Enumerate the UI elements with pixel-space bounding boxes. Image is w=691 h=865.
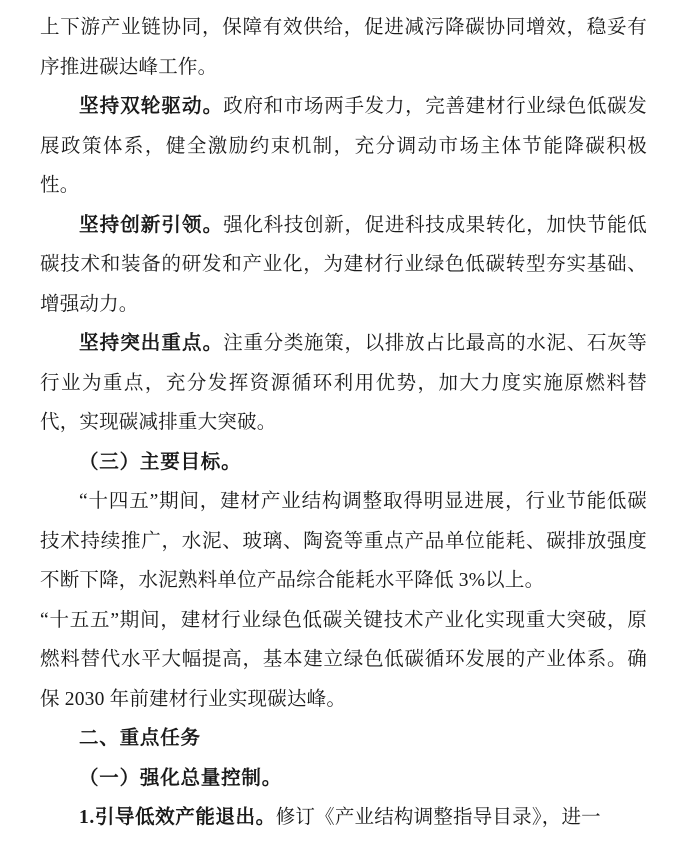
paragraph-lead: 坚持双轮驱动。	[79, 96, 224, 117]
heading-text: （一）强化总量控制。	[79, 767, 283, 789]
paragraph-text: 修订《产业结构调整指导目录》，进一	[275, 807, 601, 828]
paragraph-key-points	[40, 324, 647, 443]
heading-text: 二、重点任务	[79, 728, 201, 749]
paragraph-exit-inefficient	[40, 798, 647, 838]
paragraph-innovation	[40, 206, 647, 325]
paragraph-lead: 坚持突出重点。	[79, 333, 224, 354]
heading-key-tasks	[40, 719, 647, 759]
paragraph-lead: 1.引导低效产能退出。	[79, 807, 276, 828]
paragraph-text: “十五五”期间，建材行业绿色低碳关键技术产业化实现重大突破，原燃料替代水平大幅提高，基本建立绿色低碳循环发展的产业体系。确保 2030 年前建材行业实现碳达峰。	[40, 609, 647, 710]
paragraph-lead: 坚持创新引领。	[79, 214, 224, 236]
heading-total-control	[40, 759, 647, 799]
heading-text: （三）主要目标。	[79, 451, 242, 473]
document-body	[40, 8, 647, 838]
paragraph-text: 上下游产业链协同，保障有效供给，促进减污降碳协同增效，稳妥有序推进碳达峰工作。	[40, 17, 647, 78]
heading-main-goals	[40, 443, 647, 483]
paragraph-text: 政府和市场两手发力，完善建材行业绿色低碳发展政策体系，健全激励约束机制，充分调动市场主体节能降碳积极性。	[40, 96, 648, 196]
paragraph-14th-five-year	[40, 482, 647, 601]
paragraph-continuation	[40, 8, 647, 87]
paragraph-text: 注重分类施策，以排放占比最高的水泥、石灰等行业为重点，充分发挥资源循环利用优势，加大力度实施原燃料替代，实现碳减排重大突破。	[40, 333, 648, 433]
paragraph-15th-five-year	[40, 601, 647, 720]
paragraph-text: “十四五”期间，建材产业结构调整取得明显进展，行业节能低碳技术持续推广，水泥、玻璃、陶瓷等重点产品单位能耗、碳排放强度不断下降，水泥熟料单位产品综合能耗水平降低 3%以上。	[40, 491, 647, 591]
paragraph-dual-drive	[40, 87, 647, 206]
paragraph-text: 强化科技创新，促进科技成果转化，加快节能低碳技术和装备的研发和产业化，为建材行业绿色低碳转型夯实基础、增强动力。	[40, 214, 648, 315]
